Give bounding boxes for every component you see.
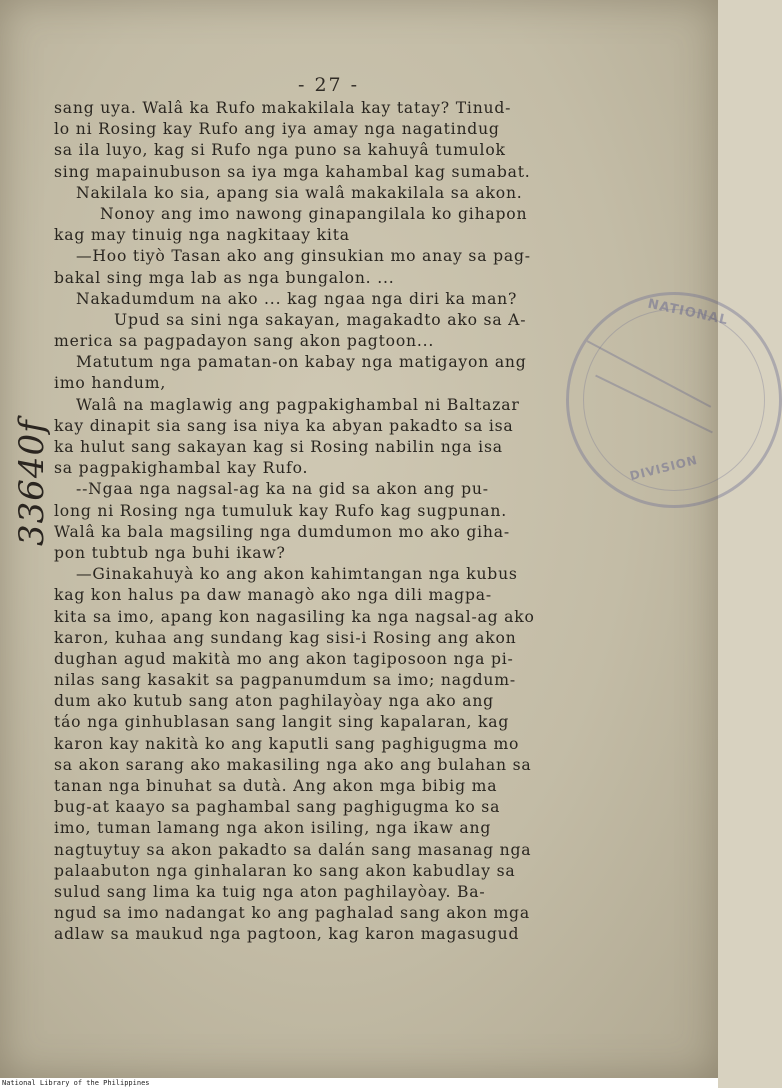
text-line: sang uya. Walâ ka Rufo makakilala kay tatay? Tinud-: [54, 99, 512, 117]
text-line: merica sa pagpadayon sang akon pagtoon...: [54, 332, 435, 351]
text-line: sa pagpakighambal kay Rufo.: [54, 459, 309, 478]
text-line: kay dinapit sia sang isa niya ka abyan pakadto sa isa: [54, 416, 514, 435]
text-line: Nonoy ang imo nawong ginapangilala ko gihapon: [100, 204, 528, 223]
text-line: —Hoo tiyò Tasan ako ang ginsukian mo anay sa pag-: [76, 247, 531, 266]
text-line: Matutum nga pamatan-on kabay nga matigayon ang: [76, 353, 527, 372]
text-line: sa ila luyo, kag si Rufo nga puno sa kahuyâ tumulok: [54, 141, 506, 160]
text-line: kag may tinuig nga nagkitaay kita: [54, 226, 350, 245]
text-line: —Ginakahuyà ko ang akon kahimtangan nga kubus: [76, 565, 518, 584]
text-line: kita sa imo, apang kon nagasiling ka nga nagsal-ag ako: [54, 607, 535, 626]
handwritten-number: 33640f: [12, 419, 52, 546]
text-line: tanan nga binuhat sa dutà. Ang akon mga bibig ma: [54, 777, 498, 795]
text-line: táo nga ginhublasan sang langit sing kapalaran, kag: [54, 713, 510, 732]
text-line: Walâ na maglawig ang pagpakighambal ni Baltazar: [76, 395, 520, 414]
handwritten-accession-number: [2, 376, 52, 546]
text-line: nilas sang kasakit sa pagpanumdum sa imo; nagdum-: [54, 671, 516, 690]
text-line: karon kay nakità ko ang kaputli sang paghigugma mo: [54, 734, 520, 753]
text-line: nagtuytuy sa akon pakadto sa dalán sang masanag nga: [54, 840, 532, 859]
text-line: kag kon halus pa daw managò ako nga dili magpa-: [54, 586, 492, 605]
stamp-bottom-text: DIVISION: [628, 452, 700, 484]
text-line: bug-at kaayo sa paghambal sang paghigugma ko sa: [54, 798, 501, 817]
page-number: - 27 -: [298, 74, 360, 96]
text-line: sa akon sarang ako makasiling nga ako ang bulahan sa: [54, 755, 532, 774]
text-line: dughan agud makità mo ang akon tagiposoon nga pi-: [54, 649, 514, 668]
text-line: bakal sing mga lab as nga bungalon. ...: [54, 268, 395, 287]
library-stamp: [566, 292, 782, 508]
text-line: Nakilala ko sia, apang sia walâ makakilala sa akon.: [76, 183, 523, 202]
text-line: long ni Rosing nga tumuluk kay Rufo kag sugpunan.: [54, 501, 507, 520]
text-line: ka hulut sang sakayan kag si Rosing nabilin nga isa: [54, 438, 503, 456]
text-line: karon, kuhaa ang sundang kag sisi-i Rosing ang akon: [54, 628, 517, 647]
text-line: dum ako kutub sang aton paghilayòay nga ako ang: [54, 692, 494, 711]
text-line: pon tubtub nga buhi ikaw?: [54, 543, 286, 562]
text-line: Nakadumdum na ako ... kag ngaa nga diri ka man?: [76, 289, 518, 308]
body-text: [54, 98, 609, 946]
text-line: sing mapainubuson sa iya mga kahambal kag sumabat.: [54, 162, 531, 181]
text-line: adlaw sa maukud nga pagtoon, kag karon magasugud: [54, 925, 520, 944]
text-line: palaabuton nga ginhalaran ko sang akon kabudlay sa: [54, 861, 516, 880]
footer-credit: National Library of the Philippines: [2, 1079, 150, 1087]
text-line: Walâ ka bala magsiling nga dumdumon mo ako giha-: [54, 522, 510, 541]
text-line: --Ngaa nga nagsal-ag ka na gid sa akon ang pu-: [76, 480, 489, 499]
text-line: ngud sa imo nadangat ko ang paghalad sang akon mga: [54, 904, 530, 923]
text-line: imo, tuman lamang nga akon isiling, nga ikaw ang: [54, 819, 492, 838]
text-line: Upud sa sini nga sakayan, magakadto ako sa A-: [114, 310, 527, 329]
footer-bar: [0, 1078, 718, 1088]
stamp-top-text: NATIONAL: [646, 296, 730, 329]
text-line: lo ni Rosing kay Rufo ang iya amay nga nagatindug: [54, 120, 500, 139]
text-line: sulud sang lima ka tuig nga aton paghilayòay. Ba-: [54, 882, 486, 901]
text-line: imo handum,: [54, 374, 167, 393]
